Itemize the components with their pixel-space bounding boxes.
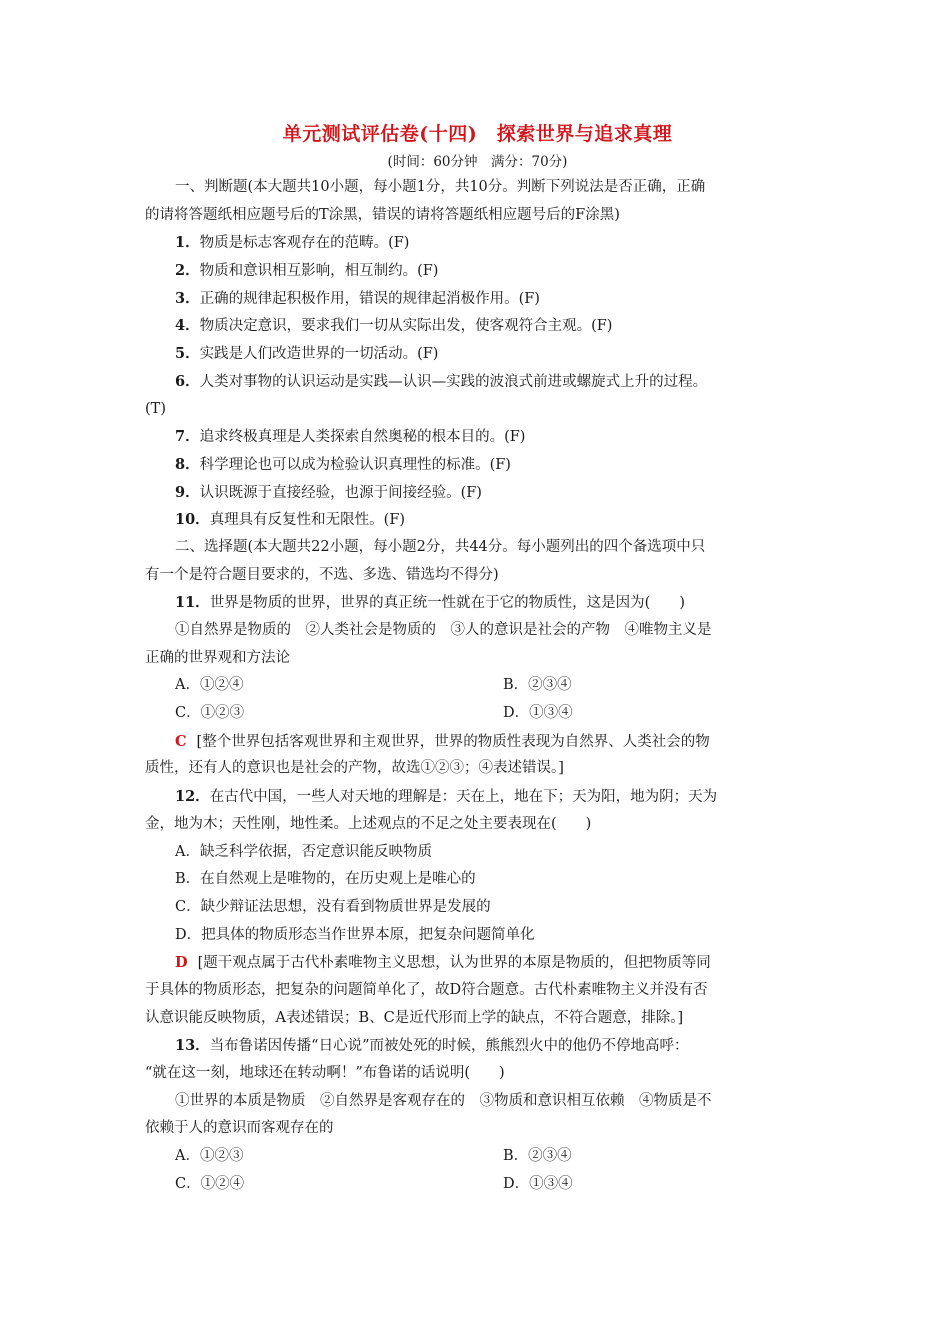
item-text: 追求终极真理是人类探索自然奥秘的根本目的。(F)	[199, 429, 526, 446]
item-text: 正确的规律起积极作用，错误的规律起消极作用。(F)	[199, 290, 540, 307]
question-11-options-row2	[145, 700, 810, 728]
explanation-text: [整个世界包括客观世界和主观世界，世界的物质性表现为自然界、人类社会的物	[196, 733, 710, 750]
option-c: C．缺少辩证法思想，没有看到物质世界是发展的	[175, 898, 491, 915]
tf-item-6	[145, 368, 810, 396]
question-12-stem	[145, 783, 810, 811]
section2-intro-cont: 有一个是符合题目要求的，不选、多选、错选均不得分)	[145, 566, 499, 583]
question-13-options-row2	[145, 1171, 810, 1199]
question-11-statements-cont: 正确的世界观和方法论	[145, 649, 290, 666]
section1-intro: 一、判断题(本大题共10小题，每小题1分，共10分。判断下列说法是否正确，正确	[175, 179, 706, 195]
item-number: 3．	[175, 289, 200, 307]
explanation-text: [题干观点属于古代朴素唯物主义思想，认为世界的本原是物质的，但把物质等同	[197, 955, 711, 972]
question-12-explanation-cont: 于具体的物质形态，把复杂的问题简单化了，故D符合题意。古代朴素唯物主义并没有否	[145, 981, 708, 998]
section1-intro-cont: 的请将答题纸相应题号后的T涂黑，错误的请将答题纸相应题号后的F涂黑)	[145, 206, 620, 223]
item-number: 2．	[175, 262, 200, 280]
item-text: 实践是人们改造世界的一切活动。(F)	[199, 346, 439, 363]
tf-item-3	[145, 285, 810, 313]
item-text: 物质决定意识，要求我们一切从实际出发，使客观符合主观。(F)	[199, 318, 613, 335]
item-text: 真理具有反复性和无限性。(F)	[209, 512, 406, 529]
option-a: A．缺乏科学依据，否定意识能反映物质	[175, 843, 432, 860]
question-number: 12．	[175, 788, 210, 806]
question-number: 11．	[175, 594, 210, 612]
question-text: 在古代中国，一些人对天地的理解是：天在上，地在下；天为阳，地为阴；天为	[209, 789, 718, 806]
tf-item-8	[145, 451, 810, 479]
option-c: C．①②③	[175, 705, 245, 722]
document-subtitle: (时间：60分钟 满分：70分)	[387, 154, 568, 170]
option-c: C．①②④	[175, 1175, 245, 1192]
tf-item-1	[145, 229, 810, 257]
answer-letter: C	[175, 732, 187, 750]
question-13-stem-cont: “就在这一刻，地球还在转动啊！”布鲁诺的话说明( )	[145, 1065, 505, 1081]
question-12-explanation	[145, 949, 810, 977]
question-11-options-row1	[145, 672, 810, 700]
option-d: D．①③④	[503, 1175, 573, 1192]
option-b: B．②③④	[503, 677, 572, 694]
tf-item-4	[145, 312, 810, 340]
question-text: 世界是物质的世界，世界的真正统一性就在于它的物质性，这是因为( )	[209, 595, 685, 612]
item-number: 5．	[175, 345, 200, 363]
item-text: 科学理论也可以成为检验认识真理性的标准。(F)	[199, 456, 511, 473]
tf-item-2	[145, 257, 810, 285]
tf-item-7	[145, 423, 810, 451]
document-page	[145, 118, 810, 1198]
item-number: 4．	[175, 317, 200, 335]
section2-intro: 二、选择题(本大题共22小题，每小题2分，共44分。每小题列出的四个备选项中只	[175, 538, 706, 555]
option-a: A．①②④	[175, 677, 244, 694]
question-text: 当布鲁诺因传播“日心说”而被处死的时候，熊熊烈火中的他仍不停地高呼：	[209, 1038, 689, 1055]
option-a: A．①②③	[175, 1148, 244, 1165]
question-number: 13．	[175, 1037, 210, 1055]
question-13-stem	[145, 1032, 810, 1060]
item-text: 人类对事物的认识运动是实践—认识—实践的波浪式前进或螺旋式上升的过程。	[199, 373, 708, 390]
item-number: 1．	[175, 234, 200, 252]
question-11-explanation	[145, 728, 810, 756]
question-11-stem	[145, 589, 810, 617]
item-number: 9．	[175, 483, 200, 501]
item-number: 10．	[175, 511, 210, 529]
item-number: 8．	[175, 455, 200, 473]
tf-item-9	[145, 479, 810, 507]
question-11-statements: ①自然界是物质的 ②人类社会是物质的 ③人的意识是社会的产物 ④唯物主义是	[175, 622, 712, 638]
question-13-statements: ①世界的本质是物质 ②自然界是客观存在的 ③物质和意识相互依赖 ④物质是不	[175, 1092, 712, 1109]
tf-item-5	[145, 340, 810, 368]
option-b: B．在自然观上是唯物的，在历史观上是唯心的	[175, 871, 476, 888]
item-text: 物质是标志客观存在的范畴。(F)	[199, 235, 410, 252]
option-b: B．②③④	[503, 1148, 572, 1165]
item-number: 6．	[175, 372, 200, 390]
question-12-stem-cont: 金，地为木；天性刚，地性柔。上述观点的不足之处主要表现在( )	[145, 815, 592, 832]
item-text: 物质和意识相互影响，相互制约。(F)	[199, 263, 439, 280]
question-13-options-row1	[145, 1143, 810, 1171]
document-title: 单元测试评估卷(十四) 探索世界与追求真理	[282, 123, 673, 145]
option-d: D．把具体的物质形态当作世界本原，把复杂问题简单化	[175, 926, 535, 943]
question-11-explanation-cont: 质性，还有人的意识也是社会的产物，故选①②③；④表述错误。]	[145, 760, 564, 777]
option-d: D．①③④	[503, 705, 573, 722]
tf-item-6-cont: (T)	[145, 400, 166, 417]
answer-letter: D	[175, 954, 188, 972]
question-13-statements-cont: 依赖于人的意识而客观存在的	[145, 1120, 334, 1137]
item-text: 认识既源于直接经验，也源于间接经验。(F)	[199, 484, 482, 501]
tf-item-10	[145, 506, 810, 534]
item-number: 7．	[175, 428, 200, 446]
question-12-explanation-cont2: 认意识能反映物质，A表述错误；B、C是近代形而上学的缺点，不符合题意，排除。]	[145, 1009, 684, 1026]
